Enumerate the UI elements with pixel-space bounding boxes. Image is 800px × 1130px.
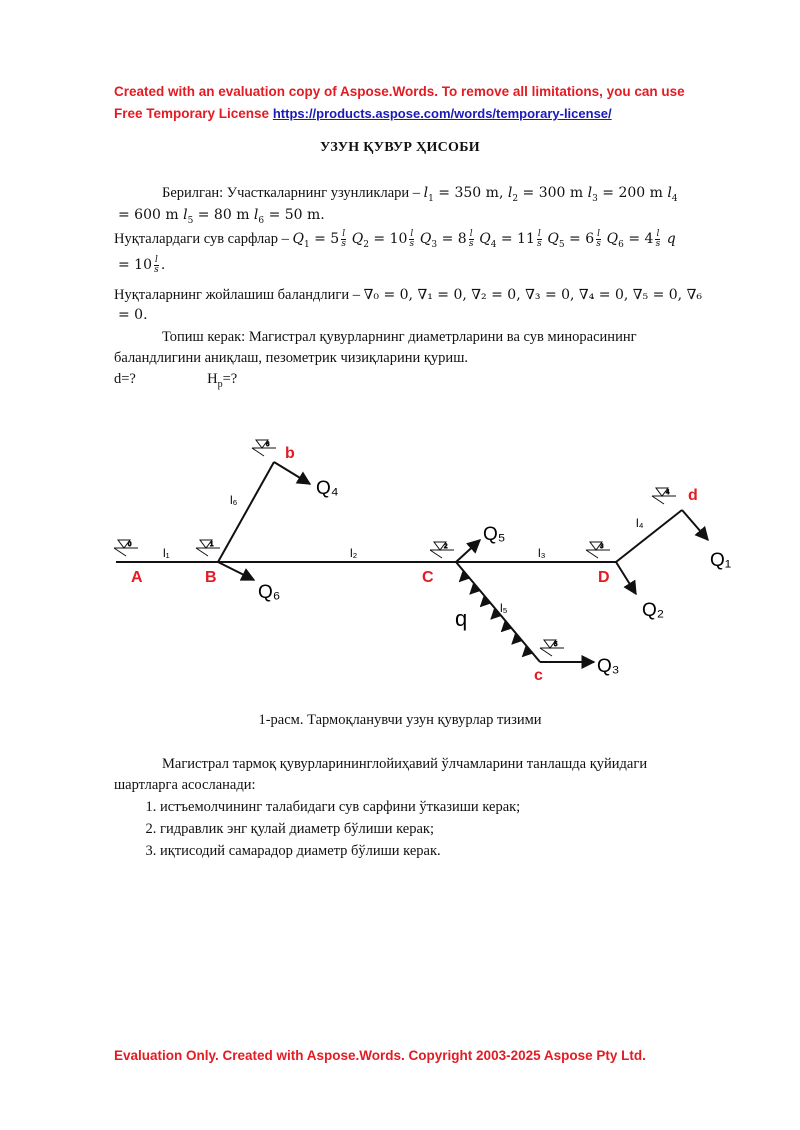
flow-label-q6: Q₆ [258,582,281,603]
flow-item-q3: $Q_3 = 8$ $\frac{l}{s}$ [419,229,474,250]
l2-value: = 300 m [518,185,588,201]
q-distributed-label: q [455,606,468,631]
distributed-arrow [523,650,530,657]
node-label-B: B [205,569,217,586]
l4-symbol: l [667,185,672,201]
given-lead: Берилган: Участкаларнинг узунликлари – [162,185,421,201]
flow-item-q1: $Q_1 = 5$ $\frac{l}{s}$ [292,229,346,250]
q-end: . [160,257,166,273]
distributed-flow-arrows [460,575,530,657]
temporary-license-link[interactable]: https://products.aspose.com/words/temporary-license/ [272,106,612,121]
pipe-labels [163,493,644,615]
l2-sub: 2 [512,193,519,204]
node-label-c: c [534,667,543,684]
q5-arrow [456,540,480,562]
node-label-d: d [688,487,698,504]
watermark-license-label: Free Temporary License [114,106,270,121]
l3-value: = 200 m [597,185,668,201]
pipe-network-diagram [0,420,800,705]
pipe-label-6: l₆ [230,493,238,507]
page-title: УЗУН ҚУВУР ҲИСОБИ [320,140,480,155]
task-line-2: баландлигини аниқлаш, пезометрик чизиқларини қуриш. [114,350,468,366]
l1-value: = 350 m, [433,185,508,201]
flow-item-q2: $Q_2 = 10$ $\frac{l}{s}$ [351,229,415,250]
level-mark-5 [540,640,564,656]
flow-label-q3: Q₃ [597,656,620,677]
level-mark-3 [586,542,610,558]
pipe-label-1: l₁ [163,546,170,560]
conditions-list [112,796,520,862]
heights-cont [118,306,148,324]
hp-end: =? [222,371,238,387]
heights-values: ∇₀ = 0, ∇₁ = 0, ∇₂ = 0, ∇₃ = 0, ∇₄ = 0, ∇₅ = 0, ∇₆ [363,287,702,303]
flows-cont [118,256,165,275]
conditions-intro-1: Магистрал тармоқ қувурларининглойиҳавий ўлчамларини танлашда қуйидаги [162,756,648,772]
q4-arrow [274,462,310,484]
distributed-arrow [491,612,498,619]
list-item: 2. гидравлик энг қулай диаметр бўлиши керак; [160,818,520,840]
l5-sub: 5 [187,215,194,226]
l3-sub: 3 [592,193,598,204]
list-item: 3. иқтисодий самарадор диаметр бўлиши керак. [160,840,520,862]
level-mark-1 [196,540,220,556]
flows-line [114,230,676,254]
node-label-b: b [285,445,295,462]
q2-arrow [616,562,636,594]
flow-label-q1: Q₁ [710,550,732,571]
level-mark-label: 5 [554,642,558,648]
heights-lead: Нуқталарнинг жойлашиш баландлиги – [114,287,360,303]
list-item: 1. истъемолчининг талабидаги сув сарфини ўтказиши керак; [160,796,520,818]
level-mark-4 [652,488,676,504]
hp-unknown [207,371,238,390]
conditions-intro-2: шартларга асосланади: [114,777,256,793]
l2-symbol: l [507,185,513,201]
given-lengths-cont [118,206,325,230]
flow-item-q6: $Q_6 = 4$ $\frac{l}{s}$ [606,229,661,250]
level-mark-label: 4 [666,490,670,496]
node-labels [131,445,698,684]
level-mark-label: 3 [600,544,604,550]
pipe-label-2: l₂ [350,546,358,560]
level-mark-label: 2 [444,544,448,550]
level-mark-2 [430,542,454,558]
flow-item-q4: $Q_4 = 11$ $\frac{l}{s}$ [479,229,542,250]
level-mark-0 [114,540,138,556]
l5-value: = 80 m [193,207,254,223]
q1-arrow [682,510,708,540]
given-lengths-line [162,184,678,208]
q-unit [154,256,159,275]
q-unit-num: l [155,255,158,266]
task-line-1: Топиш керак: Магистрал қувурларнинг диаметрларини ва сув минорасининг [162,329,637,345]
level-mark-label: 1 [210,542,214,548]
pipe-label-3: l₃ [538,546,546,560]
hp-symbol: H [207,371,218,387]
flow-label-q2: Q₂ [642,600,665,621]
flow-labels [258,478,731,677]
l5-symbol: l [183,207,188,223]
pipe-label-5: l₅ [500,601,508,615]
l1-sub: 1 [428,193,434,204]
l6-symbol: l [253,207,259,223]
distributed-arrow [470,587,477,594]
distributed-arrow [512,637,519,644]
node-label-D: D [598,569,610,586]
watermark-line-1: Created with an evaluation copy of Aspose.Words. To remove all limitations, you can use [114,84,685,99]
q-symbol: q [662,231,676,247]
pipe-d-branch [616,510,682,562]
q-unit-den: s [154,265,159,276]
pipe-b-branch [218,462,274,562]
l4-value: = 600 m [118,207,184,223]
figure-caption: 1-расм. Тармоқланувчи узун қувурлар тизими [258,712,542,728]
distributed-arrow [460,575,467,582]
l6-sub: 6 [258,215,265,226]
distributed-arrow [502,625,509,632]
node-label-A: A [131,569,143,586]
pipe-label-4: l₄ [636,516,644,530]
l1-symbol: l [423,185,429,201]
heights-line [114,286,702,304]
d-unknown: d=? [114,371,136,387]
heights-cont-value: = 0. [118,307,148,323]
level-mark-label: 6 [266,442,270,448]
flow-label-q4: Q₄ [316,478,339,499]
flow-label-q5: Q₅ [483,524,506,545]
l3-symbol: l [587,185,593,201]
flows-lead: Нуқталардаги сув сарфлар – [114,231,289,247]
hp-sub: p [217,378,223,390]
distributed-arrow [481,600,488,607]
q-value: = 10 [118,257,152,273]
level-mark-6 [252,440,276,456]
l4-sub: 4 [671,193,678,204]
task-unknowns [114,370,237,394]
l6-value: = 50 m. [264,207,325,223]
level-mark-label: 0 [128,542,132,548]
level-marks [114,440,676,656]
node-label-C: C [422,569,434,586]
flow-item-q5: $Q_5 = 6$ $\frac{l}{s}$ [547,229,601,250]
q6-arrow [218,562,254,580]
watermark-line-2 [114,106,612,121]
watermark-footer: Evaluation Only. Created with Aspose.Words. Copyright 2003-2025 Aspose Pty Ltd. [114,1048,646,1063]
